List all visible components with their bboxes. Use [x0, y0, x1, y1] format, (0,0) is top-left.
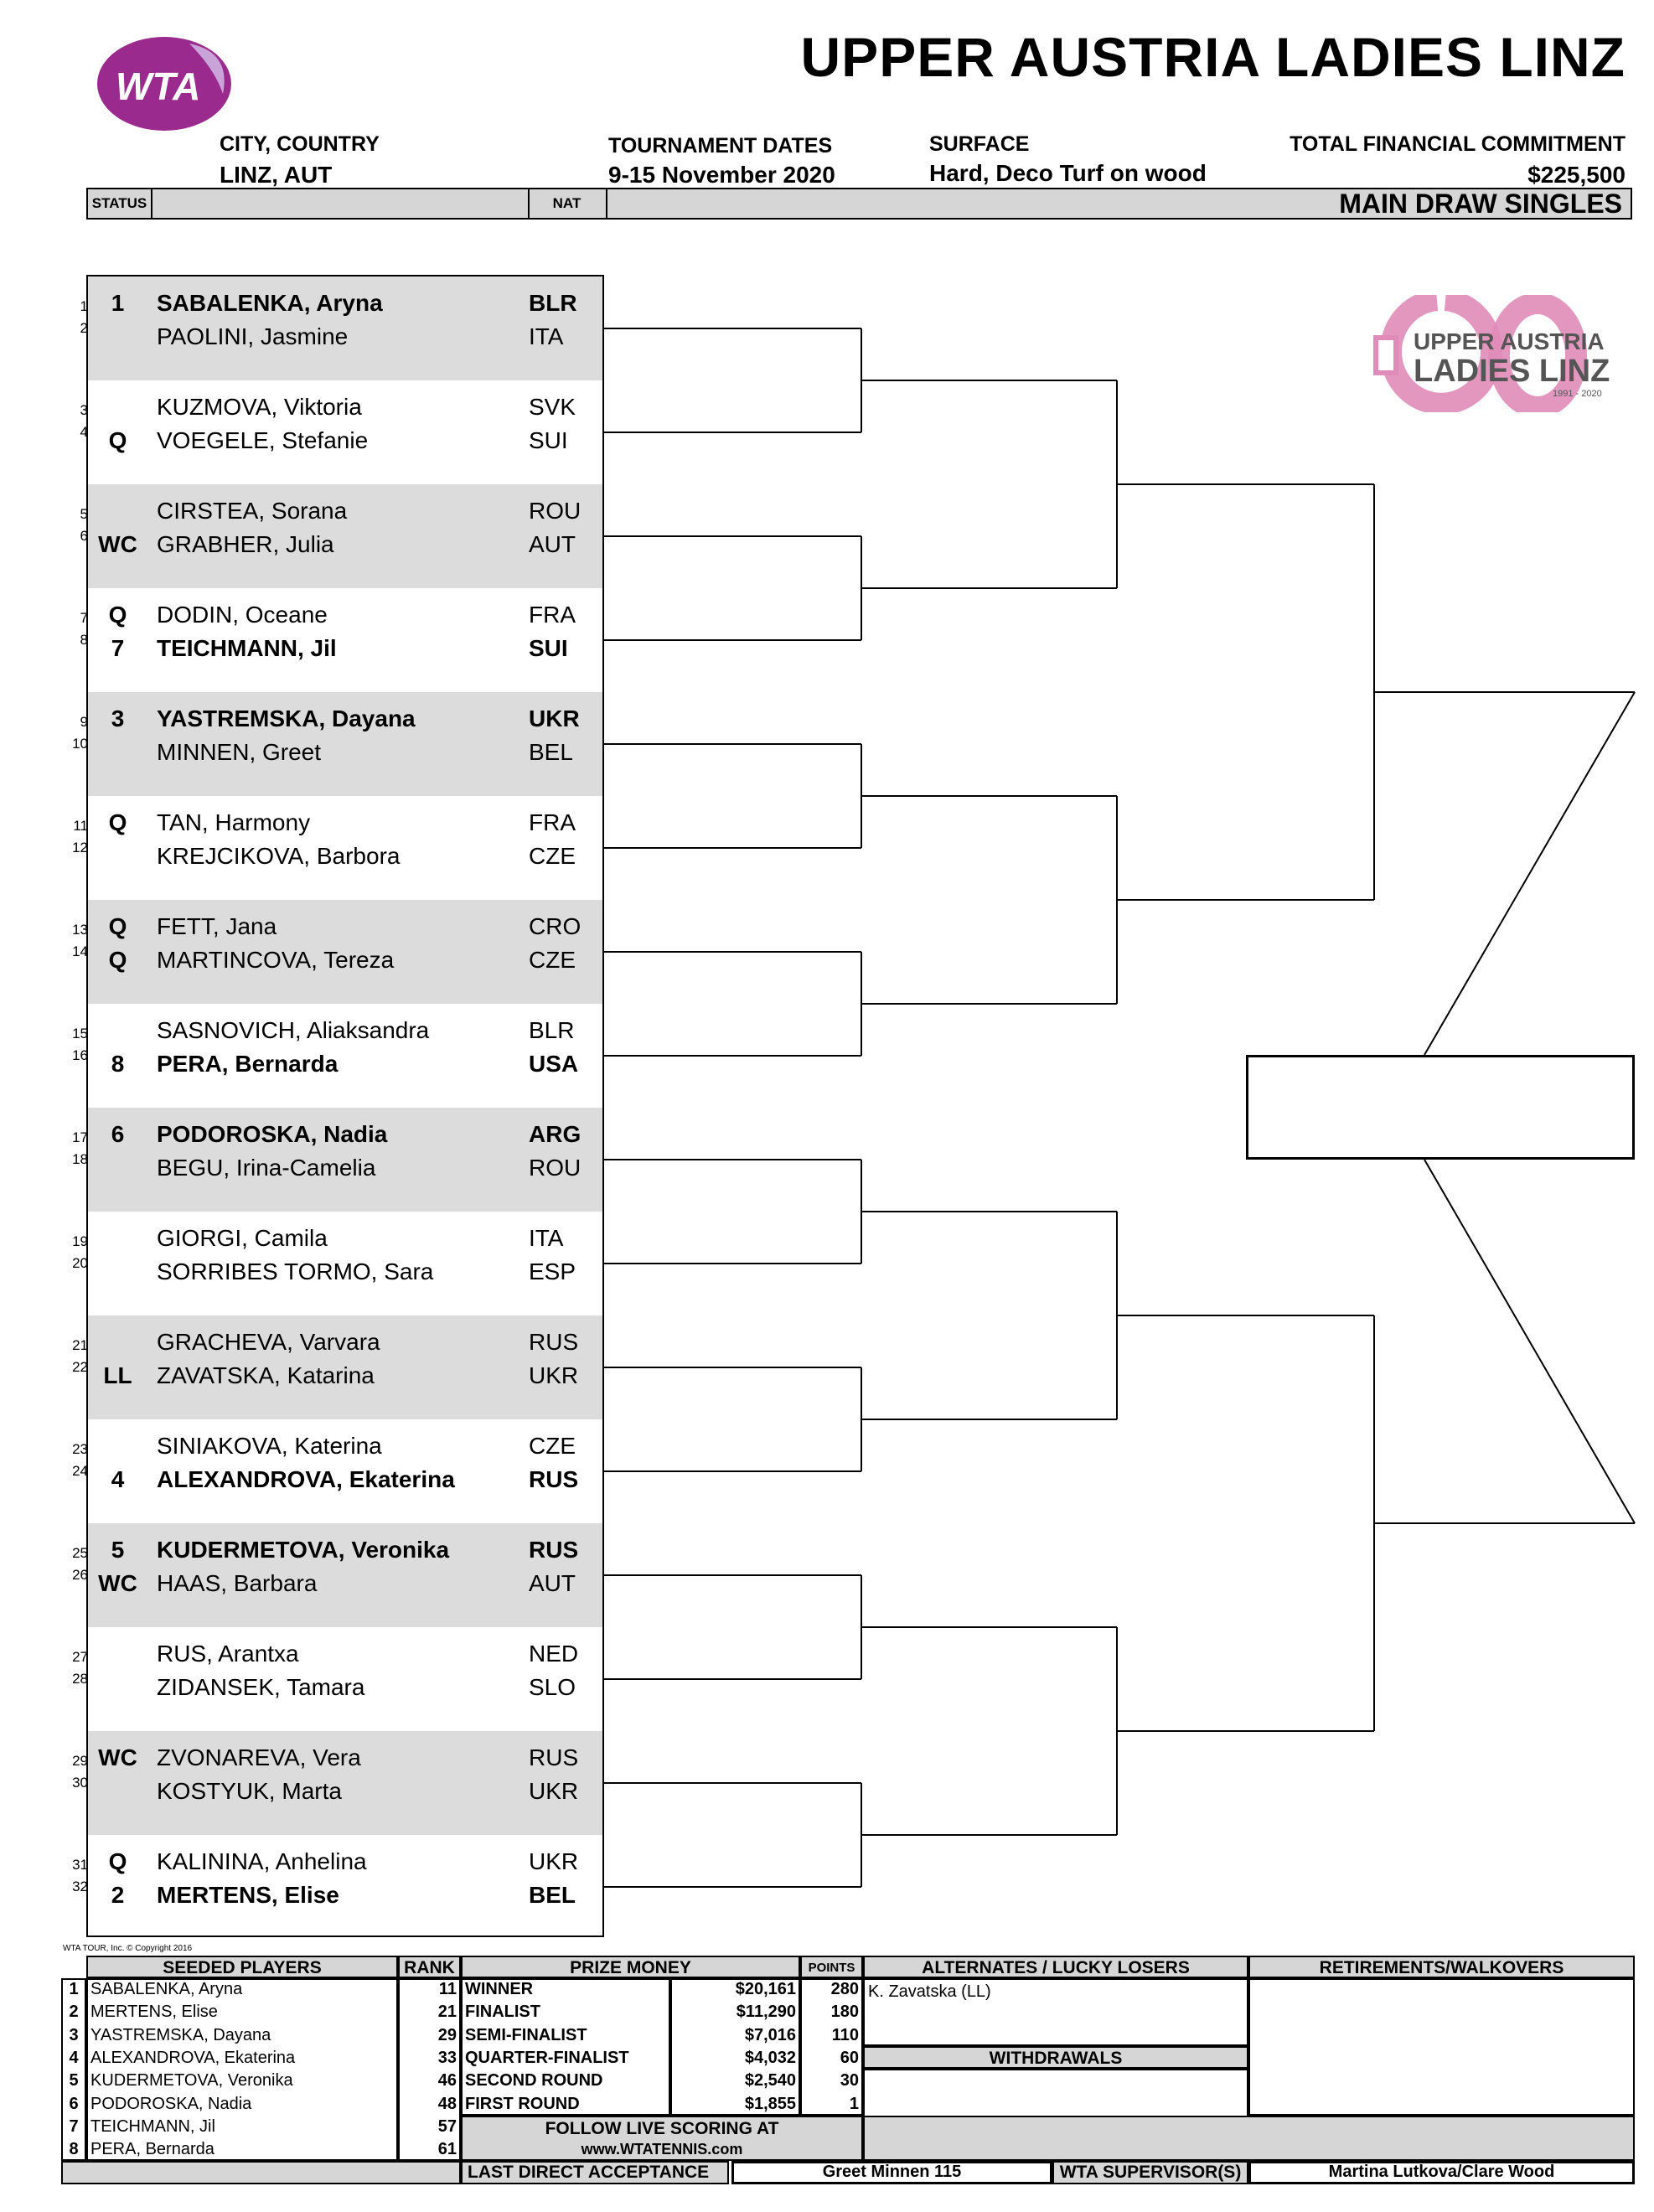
- draw-position: 21: [72, 1337, 88, 1353]
- draw-position: 6: [80, 528, 88, 544]
- seed-name: TEICHMANN, Jil: [90, 2116, 215, 2136]
- seed-name: PODOROSKA, Nadia: [90, 2094, 252, 2113]
- event-logo-line2: LADIES LINZ: [1414, 354, 1610, 389]
- tournament-title: UPPER AUSTRIA LADIES LINZ: [800, 26, 1626, 88]
- winner-box: [1246, 1055, 1635, 1160]
- draw-position: 14: [72, 943, 88, 959]
- seed-number: 1: [69, 1980, 79, 1998]
- withdrawals-box: [863, 2069, 1248, 2117]
- prize-points: 110: [831, 2025, 859, 2044]
- prize-money: $20,161: [735, 1980, 796, 1998]
- player-nat: ROU: [529, 498, 581, 524]
- player-nat: RUS: [529, 1537, 579, 1563]
- draw-position: 27: [72, 1649, 88, 1665]
- player-status: Q: [108, 913, 127, 939]
- player-name: TAN, Harmony: [157, 809, 311, 835]
- financial-value: $225,500: [1527, 162, 1626, 188]
- player-nat: BEL: [529, 739, 573, 765]
- wta-logo-text: WTA: [116, 65, 201, 108]
- draw-position: 4: [80, 424, 88, 440]
- draw-position: 15: [72, 1026, 88, 1041]
- player-name: ZVONAREVA, Vera: [157, 1744, 361, 1770]
- player-name: GRABHER, Julia: [157, 531, 334, 557]
- draw-position: 28: [72, 1671, 88, 1687]
- player-nat: CZE: [529, 947, 576, 973]
- draw-position: 9: [80, 714, 88, 730]
- seed-rank: 33: [437, 2048, 457, 2067]
- player-name: VOEGELE, Stefanie: [157, 427, 369, 453]
- seed-name: ALEXANDROVA, Ekaterina: [90, 2048, 296, 2067]
- prize-round: QUARTER-FINALIST: [465, 2048, 629, 2067]
- draw-position: 22: [72, 1359, 88, 1375]
- seeded-header: SEEDED PLAYERS: [86, 1956, 398, 1978]
- draw-position: 32: [72, 1879, 88, 1894]
- draw-position: 13: [72, 922, 88, 938]
- prize-round: SECOND ROUND: [465, 2071, 603, 2091]
- player-status: LL: [103, 1362, 132, 1388]
- player-name: MARTINCOVA, Tereza: [157, 947, 395, 973]
- draw-position: 31: [72, 1857, 88, 1873]
- player-nat: ARG: [529, 1121, 581, 1147]
- player-name: YASTREMSKA, Dayana: [157, 705, 416, 731]
- alternates-value: K. Zavatska (LL): [868, 1982, 991, 2001]
- seed-name: YASTREMSKA, Dayana: [90, 2025, 271, 2044]
- player-nat: BEL: [529, 1882, 576, 1908]
- player-status: WC: [98, 531, 137, 557]
- draw-position: 10: [72, 736, 88, 752]
- player-name: PERA, Bernarda: [157, 1051, 339, 1077]
- seed-rank: 29: [437, 2025, 457, 2044]
- player-name: PAOLINI, Jasmine: [157, 323, 349, 349]
- player-nat: AUT: [529, 1570, 576, 1596]
- event-logo-years: 1991 - 2020: [1553, 389, 1602, 399]
- draw-position: 24: [72, 1463, 88, 1479]
- prize-round: WINNER: [465, 1980, 534, 1998]
- prize-money: $4,032: [744, 2048, 796, 2067]
- player-status: WC: [98, 1570, 137, 1596]
- prize-header: PRIZE MONEY: [461, 1956, 800, 1978]
- supervisor-label: WTA SUPERVISOR(S): [1052, 2161, 1248, 2184]
- player-nat: ESP: [529, 1258, 576, 1284]
- surface-value: Hard, Deco Turf on wood: [929, 160, 1207, 186]
- player-status: 3: [111, 705, 125, 731]
- supervisor-value: Martina Lutkova/Clare Wood: [1248, 2161, 1635, 2184]
- player-name: RUS, Arantxa: [157, 1641, 299, 1667]
- player-nat: BLR: [529, 1017, 575, 1043]
- player-status: WC: [98, 1744, 137, 1770]
- player-nat: RUS: [529, 1744, 579, 1770]
- player-name: KREJCIKOVA, Barbora: [157, 843, 401, 869]
- draw-position: 20: [72, 1255, 88, 1271]
- draw-position: 1: [80, 298, 88, 314]
- seed-number: 3: [69, 2025, 79, 2044]
- player-nat: CZE: [529, 1433, 576, 1459]
- player-name: PODOROSKA, Nadia: [157, 1121, 388, 1147]
- prize-round: FINALIST: [465, 2003, 540, 2022]
- draw-position: 18: [72, 1151, 88, 1167]
- seed-number: 2: [69, 2003, 79, 2022]
- draw-position: 29: [72, 1753, 88, 1769]
- player-nat: ITA: [529, 1225, 564, 1251]
- city-label: CITY, COUNTRY: [220, 132, 380, 156]
- player-nat: SUI: [529, 427, 568, 453]
- player-nat: ROU: [529, 1155, 581, 1181]
- player-name: ZAVATSKA, Katarina: [157, 1362, 375, 1388]
- player-status: 1: [111, 290, 125, 316]
- player-status: 7: [111, 635, 125, 661]
- player-nat: CZE: [529, 843, 576, 869]
- player-name: GRACHEVA, Varvara: [157, 1329, 380, 1355]
- seed-rank: 57: [437, 2116, 457, 2136]
- player-nat: USA: [529, 1051, 579, 1077]
- player-status: 4: [111, 1466, 125, 1492]
- player-name: SASNOVICH, Aliaksandra: [157, 1017, 430, 1043]
- prize-money: $1,855: [744, 2094, 796, 2113]
- copyright: WTA TOUR, Inc. © Copyright 2016: [63, 1944, 193, 1953]
- player-status: 8: [111, 1051, 125, 1077]
- surface-label: SURFACE: [929, 132, 1030, 156]
- draw-position: 23: [72, 1441, 88, 1457]
- draw-position: 25: [72, 1545, 88, 1561]
- financial-label: TOTAL FINANCIAL COMMITMENT: [1290, 132, 1626, 156]
- prize-round: FIRST ROUND: [465, 2094, 580, 2113]
- seed-name: SABALENKA, Aryna: [90, 1980, 243, 1998]
- player-name: KUDERMETOVA, Veronika: [157, 1537, 450, 1563]
- prize-points: 30: [840, 2071, 859, 2091]
- prize-money: $2,540: [744, 2071, 796, 2091]
- player-nat: UKR: [529, 1778, 579, 1804]
- player-status: Q: [108, 427, 127, 453]
- seed-rank: 61: [437, 2140, 457, 2159]
- player-nat: BLR: [529, 290, 577, 316]
- player-nat: SVK: [529, 394, 576, 420]
- seed-number: 8: [69, 2140, 79, 2159]
- event-logo-line1: UPPER AUSTRIA: [1414, 328, 1605, 354]
- draw-position: 16: [72, 1047, 88, 1063]
- seed-name: PERA, Bernarda: [90, 2140, 215, 2159]
- player-nat: UKR: [529, 1362, 579, 1388]
- prize-round: SEMI-FINALIST: [465, 2025, 587, 2044]
- draw-position: 7: [80, 610, 88, 626]
- player-nat: RUS: [529, 1466, 579, 1492]
- retirements-box: [1248, 1978, 1635, 2116]
- prize-money: $11,290: [736, 2003, 796, 2022]
- player-nat: CRO: [529, 913, 581, 939]
- player-status: 2: [111, 1882, 125, 1908]
- player-status: 6: [111, 1121, 125, 1147]
- seed-rank: 48: [437, 2094, 457, 2113]
- seed-number: 6: [69, 2094, 79, 2113]
- dates-value: 9-15 November 2020: [608, 162, 835, 188]
- player-name: MERTENS, Elise: [157, 1882, 339, 1908]
- draw-position: 19: [72, 1233, 88, 1249]
- last-row-left-filler: [61, 2161, 461, 2184]
- player-status: 5: [111, 1537, 125, 1563]
- draw-title: MAIN DRAW SINGLES: [1339, 189, 1622, 219]
- last-direct-value: Greet Minnen 115: [731, 2161, 1052, 2184]
- player-name: FETT, Jana: [157, 913, 277, 939]
- seed-rank: 11: [438, 1980, 457, 1998]
- player-name: SORRIBES TORMO, Sara: [157, 1258, 434, 1284]
- player-name: KUZMOVA, Viktoria: [157, 394, 362, 420]
- player-nat: RUS: [529, 1329, 579, 1355]
- follow-line2: www.WTATENNIS.com: [581, 2141, 743, 2158]
- dates-label: TOURNAMENT DATES: [608, 134, 833, 158]
- seed-name: KUDERMETOVA, Veronika: [90, 2071, 293, 2091]
- player-nat: FRA: [529, 809, 576, 835]
- draw-position: 12: [72, 840, 88, 855]
- player-nat: SUI: [529, 635, 568, 661]
- bracket-sf-top-diag: [1424, 692, 1635, 1055]
- prize-money: $7,016: [744, 2025, 796, 2044]
- player-name: SABALENKA, Aryna: [157, 290, 383, 316]
- player-name: ALEXANDROVA, Ekaterina: [157, 1466, 455, 1492]
- player-status: Q: [108, 602, 127, 628]
- status-header: STATUS: [88, 189, 152, 218]
- player-name: TEICHMANN, Jil: [157, 635, 337, 661]
- bracket-sf-bottom-diag: [1424, 1160, 1635, 1523]
- player-nat: ITA: [529, 323, 564, 349]
- nat-header: NAT: [528, 189, 607, 218]
- player-status: Q: [108, 809, 127, 835]
- prize-points: 180: [830, 2003, 859, 2022]
- prize-points: 280: [830, 1980, 859, 1998]
- seed-number: 7: [69, 2116, 79, 2136]
- prize-points: 60: [840, 2048, 859, 2067]
- points-header: POINTS: [800, 1956, 863, 1978]
- seed-rank: 46: [437, 2071, 457, 2091]
- player-name: DODIN, Oceane: [157, 602, 328, 628]
- player-name: KALININA, Anhelina: [157, 1848, 367, 1874]
- seed-rank: 21: [437, 2003, 457, 2022]
- last-direct-label: LAST DIRECT ACCEPTANCE: [461, 2161, 729, 2184]
- player-name: KOSTYUK, Marta: [157, 1778, 342, 1804]
- player-name: SINIAKOVA, Katerina: [157, 1433, 382, 1459]
- seed-name: MERTENS, Elise: [90, 2003, 218, 2022]
- alternates-header: ALTERNATES / LUCKY LOSERS: [863, 1956, 1248, 1978]
- player-name: CIRSTEA, Sorana: [157, 498, 348, 524]
- player-name: BEGU, Irina-Camelia: [157, 1155, 376, 1181]
- draw-position: 26: [72, 1567, 88, 1583]
- seed-number: 5: [69, 2071, 79, 2091]
- draw-position: 30: [72, 1775, 88, 1791]
- draw-position: 3: [80, 402, 88, 418]
- player-nat: FRA: [529, 602, 576, 628]
- player-name: GIORGI, Camila: [157, 1225, 328, 1251]
- draw-position: 8: [80, 632, 88, 648]
- player-name: ZIDANSEK, Tamara: [157, 1674, 365, 1700]
- player-nat: SLO: [529, 1674, 576, 1700]
- player-nat: UKR: [529, 1848, 579, 1874]
- withdrawals-header: WITHDRAWALS: [863, 2046, 1248, 2069]
- player-status: Q: [108, 1848, 127, 1874]
- player-nat: AUT: [529, 531, 576, 557]
- player-status: Q: [108, 947, 127, 973]
- draw-position: 11: [73, 818, 88, 834]
- draw-position: 2: [80, 320, 88, 336]
- player-nat: NED: [529, 1641, 579, 1667]
- player-name: HAAS, Barbara: [157, 1570, 318, 1596]
- rank-header: RANK: [398, 1956, 461, 1978]
- seed-number: 4: [69, 2048, 79, 2067]
- retirements-header: RETIREMENTS/WALKOVERS: [1248, 1956, 1635, 1978]
- city-value: LINZ, AUT: [220, 162, 333, 188]
- prize-points: 1: [849, 2094, 859, 2113]
- footer-grey-band: [863, 2116, 1635, 2162]
- player-nat: UKR: [529, 705, 580, 731]
- player-name: MINNEN, Greet: [157, 739, 322, 765]
- draw-position: 17: [72, 1129, 88, 1145]
- follow-line1: FOLLOW LIVE SCORING AT: [545, 2118, 779, 2138]
- draw-position: 5: [80, 506, 88, 522]
